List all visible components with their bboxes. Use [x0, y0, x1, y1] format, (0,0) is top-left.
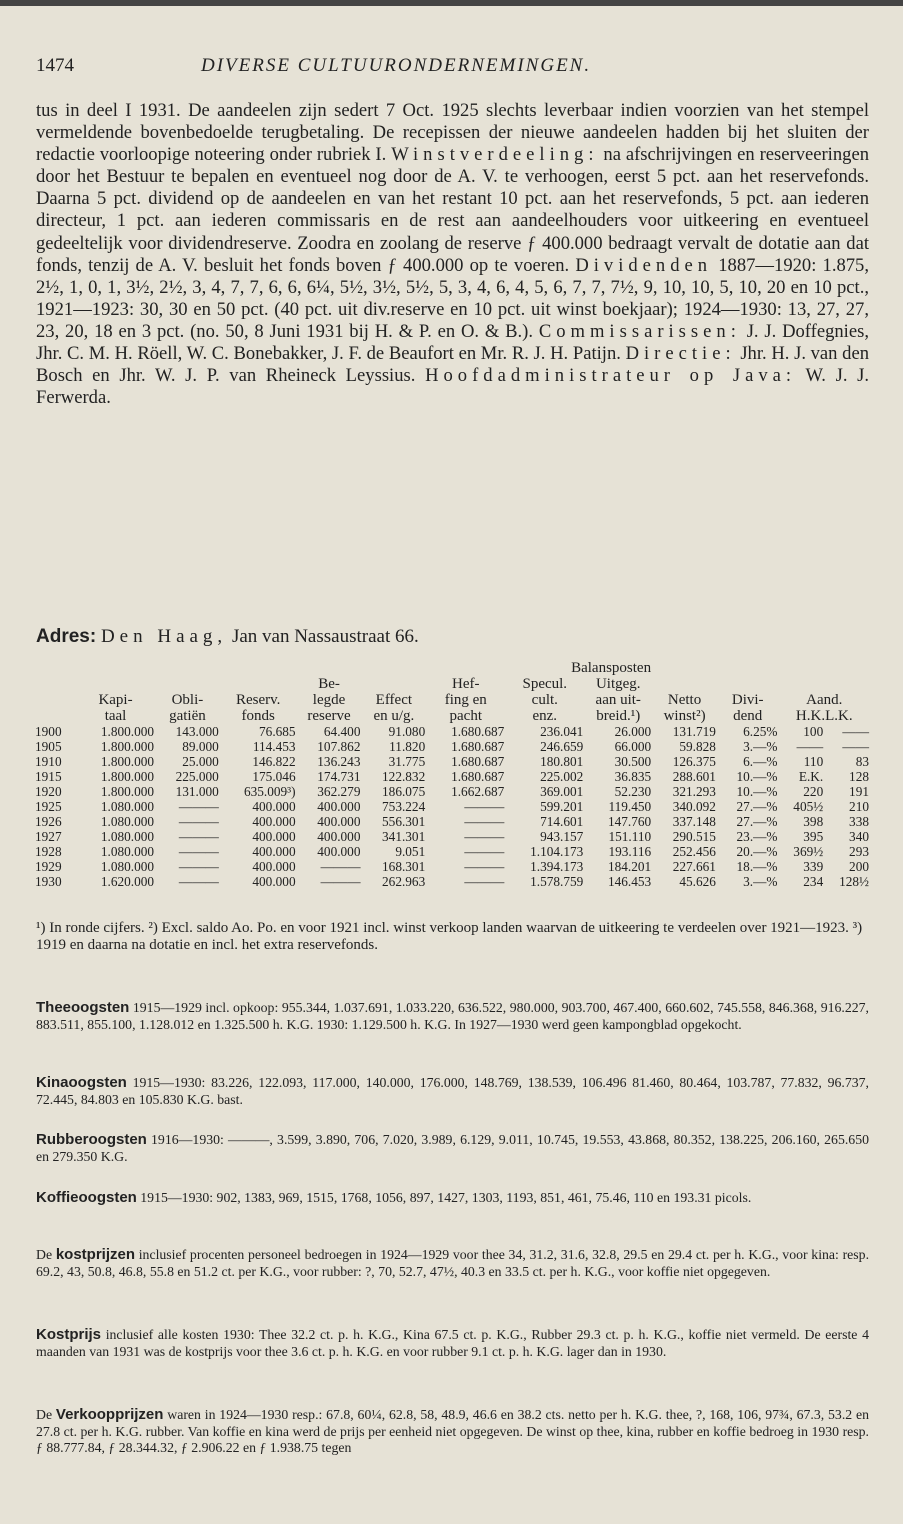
- table-cell: 1.080.000: [100, 829, 155, 844]
- col-header: Obli-: [171, 692, 204, 708]
- table-cell: 1.080.000: [100, 799, 155, 814]
- section-kinaoogsten: [36, 1075, 869, 1108]
- table-cell: 9.051: [395, 844, 426, 859]
- table-cell: 59.828: [679, 739, 716, 754]
- table-cell: 91.080: [388, 724, 426, 739]
- table-cell: 341.301: [382, 829, 426, 844]
- table-cell: 10.—%: [736, 769, 778, 784]
- table-cell: 340.092: [672, 799, 716, 814]
- header-row-1: [34, 676, 870, 692]
- address-label: Adres:: [36, 626, 97, 647]
- table-row: [34, 784, 870, 799]
- label-directie: Directie:: [625, 343, 736, 365]
- col-header: taal: [104, 708, 127, 724]
- col-header: Be-: [318, 676, 340, 692]
- table-cell: 1.662.687: [451, 784, 505, 799]
- table-cell: 290.515: [672, 829, 716, 844]
- table-row: [34, 829, 870, 844]
- table-cell: 76.685: [259, 724, 296, 739]
- row-year: 1927: [35, 829, 62, 844]
- col-header: reserve: [307, 708, 351, 724]
- text-directie: Jhr. H. J. van den Bosch en Jhr. W. J. P. van Rheineck Leyssius.: [36, 343, 870, 387]
- table-cell: 293: [849, 844, 869, 859]
- section-text: inclusief procenten personeel bedroegen in 1924—1929 voor thee 34, 31.2, 31.6, 32.8, 29.5 en 29.4 ct. per h. K.G., voor kina: resp. 69.2, 43, 50.8, 46.8, 55.8 en 51.2 ct. per K.G., voor rubber: ?, 70, 52.7, 47½, 40.3 en 33.5 ct. per h. K.G., voor koffie niet opgegeven.: [36, 1247, 870, 1279]
- section-kostprijzen: [36, 1247, 869, 1280]
- table-cell: 191: [849, 784, 869, 799]
- table-cell: 45.626: [679, 874, 716, 889]
- table-cell: 128: [849, 769, 869, 784]
- section-text: inclusief alle kosten 1930: Thee 32.2 ct. p. h. K.G., Kina 67.5 ct. p. K.G., Rubber 29.3 ct. p. h. K.G., koffie niet vermeld. De eerste 4 maanden van 1931 was de kostprijs voor thee 3.6 ct. p. h. K.G. en voor rubber 9.1 ct. p. h. K.G. lager dan in 1930.: [36, 1327, 869, 1359]
- section-label: Kostprijs: [36, 1326, 102, 1343]
- row-year: 1915: [35, 769, 62, 784]
- table-cell: 1.680.687: [451, 724, 505, 739]
- col-header: en u/g.: [373, 708, 415, 724]
- table-cell: 128½: [839, 874, 869, 889]
- table-cell: ———: [464, 844, 505, 859]
- label-dividenden: Dividenden: [575, 254, 713, 276]
- table-cell: 1.800.000: [100, 769, 155, 784]
- table-row: [34, 769, 870, 784]
- section-label: Theeoogsten: [36, 999, 130, 1016]
- col-header: cult.: [531, 692, 558, 708]
- table-cell: 337.148: [672, 814, 716, 829]
- table-cell: 227.661: [672, 859, 716, 874]
- table-cell: 400.000: [252, 859, 296, 874]
- row-year: 1905: [35, 739, 62, 754]
- table-cell: 369.001: [540, 784, 584, 799]
- label-hoofdadministrateur: Hoofdadministrateur op Java:: [425, 365, 797, 387]
- table-cell: ———: [178, 814, 219, 829]
- table-cell: 1.800.000: [100, 754, 155, 769]
- section-rubberoogsten: [36, 1132, 869, 1165]
- table-cell: 23.—%: [736, 829, 778, 844]
- section-label: Verkoopprijzen: [55, 1406, 164, 1423]
- text-dividenden: 1887—1920: 1.875, 2½, 1, 0, 1, 3½, 2½, 3, 4, 7, 7, 6, 6, 6¼, 5½, 3½, 5½, 5, 3, 4, 6, 4, 5, 6, 7, 7, 7½, 9, 10, 10, 5, 10, 20 en 10 pct., 1921—1923: 30, 30 en 50 pct. (40 pct. uit div.reserve en 10 pct. uit winst boekjaar); 1924—1930: 13, 27, 27, 23, 20, 18 en 3 pct. (no. 50, 8 Juni 1931 bij H. & P. en O. & B.).: [36, 254, 870, 342]
- table-cell: 126.375: [672, 754, 716, 769]
- table-cell: 400.000: [317, 829, 361, 844]
- table-row: [34, 724, 870, 739]
- table-cell: ——: [842, 724, 869, 739]
- table-cell: 635.009³): [243, 784, 296, 799]
- col-header: dend: [733, 708, 763, 724]
- section-label: Koffieoogsten: [36, 1189, 137, 1206]
- section-verkoopprijzen: [36, 1407, 869, 1457]
- col-header: winst²): [663, 708, 706, 724]
- table-cell: 236.041: [540, 724, 584, 739]
- row-year: 1930: [35, 874, 62, 889]
- label-winstverdeeling: Winstverdeeling:: [391, 144, 599, 166]
- table-cell: ———: [178, 829, 219, 844]
- running-title: DIVERSE CULTUURONDERNEMINGEN.: [201, 55, 592, 76]
- table-cell: 10.—%: [736, 784, 778, 799]
- table-cell: ———: [320, 874, 361, 889]
- table-cell: 147.760: [607, 814, 652, 829]
- company-paragraph: [36, 100, 869, 409]
- table-cell: 151.110: [608, 829, 652, 844]
- section-theeoogsten: [36, 1000, 869, 1033]
- col-header: Netto: [667, 692, 702, 708]
- table-cell: 1.680.687: [451, 739, 505, 754]
- col-header: Specul.: [522, 676, 568, 692]
- table-cell: 114.453: [252, 739, 296, 754]
- table-cell: ——: [796, 739, 824, 754]
- col-header: Uitgeg.: [595, 676, 641, 692]
- table-cell: ———: [178, 844, 219, 859]
- table-cell: 225.000: [175, 769, 219, 784]
- table-cell: 599.201: [540, 799, 584, 814]
- table-cell: 288.601: [672, 769, 716, 784]
- section-text: 1915—1930: 83.226, 122.093, 117.000, 140.000, 176.000, 148.769, 138.539, 106.496 81.460, 80.464, 103.787, 77.832, 96.737, 72.445, 84.803 en 105.830 K.G. bast.: [36, 1075, 869, 1107]
- table-cell: 210: [849, 799, 869, 814]
- table-cell: 11.820: [389, 739, 426, 754]
- table-cell: 369½: [793, 844, 824, 859]
- table-cell: 30.500: [614, 754, 652, 769]
- page-number: 1474: [36, 55, 74, 76]
- table-cell: 400.000: [252, 814, 296, 829]
- table-cell: ———: [178, 799, 219, 814]
- table-row: [34, 799, 870, 814]
- section-pre: De: [36, 1407, 53, 1422]
- table-cell: 400.000: [252, 829, 296, 844]
- table-cell: 1.680.687: [451, 754, 505, 769]
- table-cell: ———: [464, 859, 505, 874]
- table-cell: 400.000: [252, 844, 296, 859]
- text-hoofdadministrateur: W. J. J. Ferwerda.: [36, 365, 870, 409]
- col-header: aan uit-: [595, 692, 641, 708]
- table-cell: 175.046: [252, 769, 296, 784]
- table-cell: 400.000: [252, 799, 296, 814]
- table-row: [34, 874, 870, 889]
- table-cell: 193.116: [608, 844, 652, 859]
- table-cell: 1.800.000: [100, 724, 155, 739]
- table-cell: 119.450: [608, 799, 652, 814]
- table-cell: 122.832: [382, 769, 426, 784]
- col-header: fing en: [444, 692, 487, 708]
- table-cell: 83: [855, 754, 869, 769]
- table-cell: 1.080.000: [100, 859, 155, 874]
- label-commissarissen: Commissarissen:: [538, 320, 741, 342]
- text-intro: tus in deel I 1931. De aandeelen zijn sedert 7 Oct. 1925 slechts leverbaar indien voorzien van het stempel vermeldende bovenbedoelde terugbetaling. De recepissen der nieuwe aandeelen hadden bij het sluiten der redactie voorloopige noteering onder rubriek I.: [36, 100, 869, 166]
- col-header: fonds: [241, 708, 275, 724]
- balance-table: [34, 660, 870, 889]
- footnotes: ¹) In ronde cijfers. ²) Excl. saldo Ao. Po. en voor 1921 incl. winst verkoop landen waarvan de uitkeering te verdeelen over 1921—1923. ³) 1919 en daarna na dotatie en incl. het extra reservefonds.: [36, 920, 863, 953]
- col-header: Divi-: [731, 692, 764, 708]
- table-row: [34, 859, 870, 874]
- text-winstverdeeling: na afschrijvingen en reserveeringen door het Bestuur te bepalen en eventueel nog door de A. V. te verhoogen, eerst 5 pct. aan het reservefonds. Daarna 5 pct. dividend op de aandeelen en van het restant 10 pct. aan het reservefonds, 5 pct. aan iederen directeur, 1 pct. aan iederen commissaris en de rest aan aandeelhouders voor uitkeering en eventueel gedeeltelijk voor dividendreserve. Zoodra en zoolang de reserve ƒ 400.000 bedraagt vervalt de dotatie aan dat fonds, tenzij de A. V. besluit het fonds boven ƒ 400.000 op te voeren.: [36, 144, 869, 276]
- table-cell: 89.000: [182, 739, 219, 754]
- table-cell: 174.731: [317, 769, 361, 784]
- col-header: pacht: [449, 708, 482, 724]
- top-edge: [0, 0, 903, 6]
- address-line: [36, 626, 419, 648]
- table-cell: 400.000: [317, 799, 361, 814]
- table-cell: 400.000: [252, 874, 296, 889]
- section-koffieoogsten: [36, 1190, 869, 1207]
- table-cell: 131.719: [672, 724, 716, 739]
- table-cell: 146.453: [607, 874, 652, 889]
- table-cell: 1.080.000: [100, 814, 155, 829]
- table-cell: 1.680.687: [451, 769, 505, 784]
- table-cell: ———: [464, 814, 505, 829]
- table-cell: 27.—%: [736, 814, 778, 829]
- col-header: H.K.L.K.: [795, 708, 853, 724]
- section-pre: De: [36, 1247, 53, 1262]
- row-year: 1926: [35, 814, 62, 829]
- section-label: Kinaoogsten: [36, 1074, 127, 1091]
- col-header: Effect: [375, 692, 413, 708]
- text-commissarissen: J. J. Doffegnies, Jhr. C. M. H. Röell, W. C. Bonebakker, J. F. de Beaufort en Mr. R. J. H. Patijn.: [36, 320, 869, 365]
- table-cell: 225.002: [540, 769, 584, 784]
- header-row-2: [34, 692, 870, 708]
- table-cell: 340: [849, 829, 869, 844]
- col-header: Hef-: [452, 676, 480, 692]
- table-cell: 168.301: [382, 859, 426, 874]
- table-cell: ———: [464, 874, 505, 889]
- section-kostprijs: [36, 1327, 869, 1360]
- header-row-3: [34, 708, 870, 724]
- table-cell: ———: [320, 859, 361, 874]
- table-cell: 220: [803, 784, 824, 799]
- table-cell: ———: [178, 859, 219, 874]
- table-cell: 110: [803, 754, 824, 769]
- table-row: [34, 739, 870, 754]
- section-label: Rubberoogsten: [36, 1131, 147, 1148]
- table-cell: 136.243: [317, 754, 361, 769]
- table-cell: 25.000: [182, 754, 219, 769]
- table-cell: ——: [842, 739, 869, 754]
- table-cell: E.K.: [798, 769, 824, 784]
- col-header: Kapi-: [98, 692, 133, 708]
- address-street: Jan van Nassaustraat 66.: [231, 626, 419, 647]
- table-cell: 52.230: [614, 784, 652, 799]
- table-title-row: [34, 660, 870, 676]
- table-cell: 400.000: [317, 814, 361, 829]
- table-cell: 556.301: [382, 814, 426, 829]
- section-text: 1915—1930: 902, 1383, 969, 1515, 1768, 1056, 897, 1427, 1303, 1193, 851, 461, 75.46, 110 en 193.31 picols.: [140, 1190, 752, 1205]
- table-cell: 100: [803, 724, 824, 739]
- table-cell: 1.800.000: [100, 739, 155, 754]
- row-year: 1925: [35, 799, 62, 814]
- table-cell: 1.080.000: [100, 844, 155, 859]
- table-row: [34, 814, 870, 829]
- table-cell: 246.659: [540, 739, 584, 754]
- section-label: kostprijzen: [55, 1246, 135, 1263]
- col-header: Aand.: [806, 692, 843, 708]
- col-header: gatiën: [169, 708, 206, 724]
- col-header: legde: [312, 692, 346, 708]
- table-cell: 131.000: [175, 784, 219, 799]
- table-cell: 107.862: [317, 739, 361, 754]
- table-cell: 64.400: [323, 724, 361, 739]
- row-year: 1929: [35, 859, 62, 874]
- table-cell: 262.963: [382, 874, 426, 889]
- table-cell: 338: [849, 814, 869, 829]
- table-cell: 3.—%: [743, 739, 778, 754]
- section-text: 1915—1929 incl. opkoop: 955.344, 1.037.691, 1.033.220, 636.522, 980.000, 903.700, 467.400, 660.602, 745.558, 846.368, 916.227, 883.511, 855.100, 1.128.012 en 1.325.500 h. K.G. 1930: 1.129.500 h. K.G. In 1927—1930 werd geen kampongblad opgekocht.: [36, 1000, 869, 1032]
- table-cell: 321.293: [672, 784, 716, 799]
- table-title: Balansposten: [571, 660, 652, 676]
- table-cell: ———: [464, 799, 505, 814]
- table-cell: 18.—%: [736, 859, 778, 874]
- table-cell: 36.835: [614, 769, 652, 784]
- table-cell: 943.157: [540, 829, 584, 844]
- table-cell: 753.224: [382, 799, 426, 814]
- table-cell: 362.279: [317, 784, 361, 799]
- table-cell: 1.800.000: [100, 784, 155, 799]
- table-cell: 395: [803, 829, 824, 844]
- col-header: Reserv.: [235, 692, 281, 708]
- row-year: 1920: [35, 784, 62, 799]
- table-cell: 398: [803, 814, 824, 829]
- table-cell: 3.—%: [743, 874, 778, 889]
- col-header: enz.: [532, 708, 558, 724]
- row-year: 1900: [35, 724, 62, 739]
- section-text: 1916—1930: ———, 3.599, 3.890, 706, 7.020, 3.989, 6.129, 9.011, 10.745, 19.553, 43.868, 80.352, 138.225, 206.160, 265.650 en 279.350 K.G.: [36, 1132, 869, 1164]
- address-city: Den Haag,: [100, 626, 228, 647]
- table-cell: 405½: [793, 799, 824, 814]
- table-cell: 1.394.173: [530, 859, 584, 874]
- col-header: breid.¹): [596, 708, 641, 724]
- table-cell: ———: [178, 874, 219, 889]
- table-row: [34, 844, 870, 859]
- table-cell: 200: [849, 859, 869, 874]
- section-text: waren in 1924—1930 resp.: 67.8, 60¼, 62.8, 58, 48.9, 46.6 en 38.2 cts. netto per h. K.G. thee, ?, 168, 106, 97¾, 67.3, 53.2 en 27.8 ct. per h. K.G. rubber. Van koffie en kina werd de prijs per eenheid niet opgegeven. De winst op thee, kina, rubber en koffie bedroeg in 1930 resp. ƒ 88.777.84, ƒ 28.344.32, ƒ 2.906.22 en ƒ 1.938.75 tegen: [36, 1407, 870, 1455]
- row-year: 1910: [35, 754, 62, 769]
- table-cell: 184.201: [607, 859, 652, 874]
- table-cell: 143.000: [175, 724, 219, 739]
- table-cell: 27.—%: [736, 799, 778, 814]
- row-year: 1928: [35, 844, 62, 859]
- table-cell: 1.620.000: [100, 874, 155, 889]
- table-cell: 234: [803, 874, 824, 889]
- table-cell: 66.000: [614, 739, 652, 754]
- table-cell: 339: [803, 859, 824, 874]
- table-cell: 1.104.173: [530, 844, 584, 859]
- table-cell: 400.000: [317, 844, 361, 859]
- table-row: [34, 754, 870, 769]
- table-cell: ———: [464, 829, 505, 844]
- table-cell: 6.25%: [743, 724, 778, 739]
- table-cell: 186.075: [382, 784, 426, 799]
- table-cell: 714.601: [540, 814, 584, 829]
- table-cell: 26.000: [614, 724, 652, 739]
- table-cell: 31.775: [388, 754, 426, 769]
- table-cell: 180.801: [540, 754, 584, 769]
- table-cell: 20.—%: [736, 844, 778, 859]
- table-cell: 6.—%: [743, 754, 778, 769]
- table-cell: 146.822: [252, 754, 296, 769]
- table-cell: 1.578.759: [530, 874, 584, 889]
- table-cell: 252.456: [672, 844, 716, 859]
